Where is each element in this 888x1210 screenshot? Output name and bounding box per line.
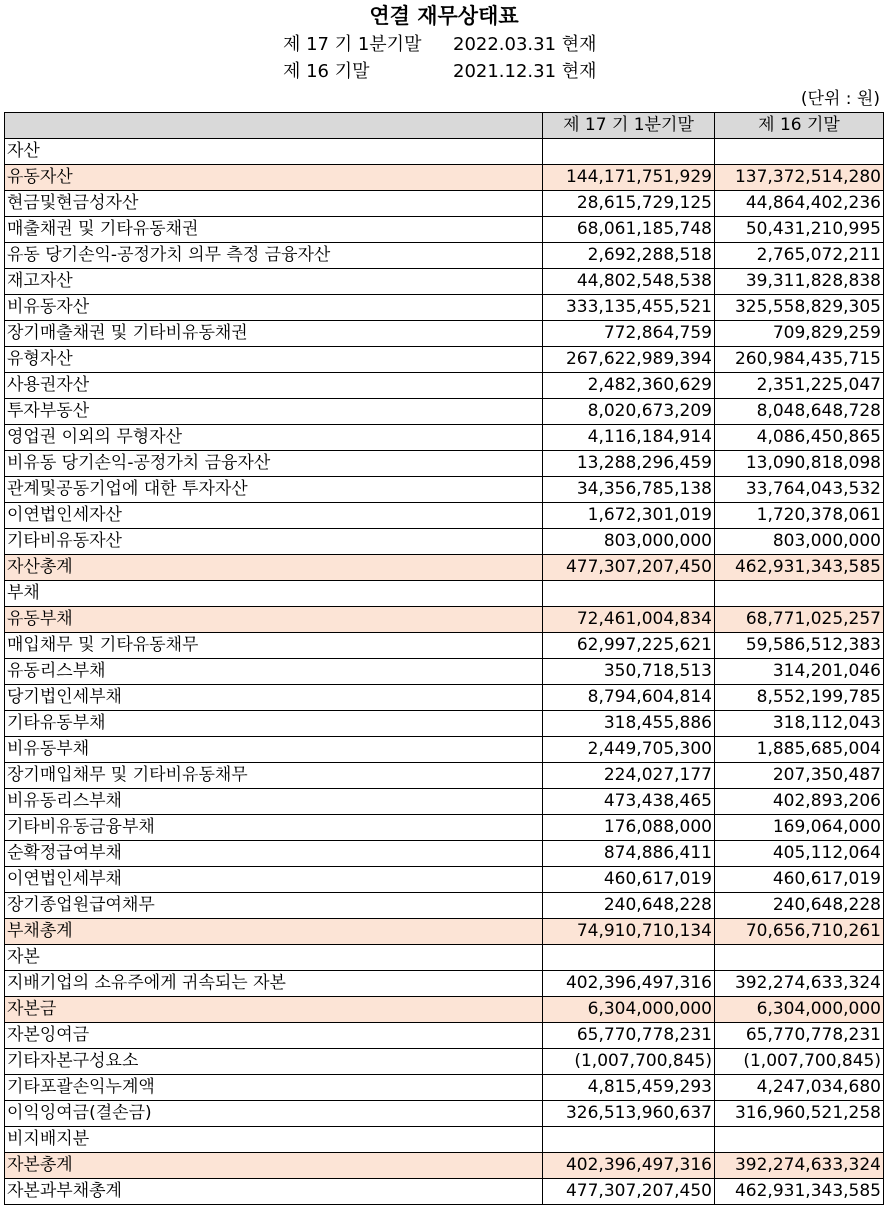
period-current-label: 제 17 기 1분기말 [283, 34, 422, 55]
row-label: 유동 당기손익-공정가치 의무 측정 금융자산 [5, 243, 543, 269]
row-value-current: 13,288,296,459 [543, 451, 715, 477]
table-row [5, 867, 884, 893]
table-row [5, 1101, 884, 1127]
unit-label: (단위 : 원) [800, 89, 880, 109]
period-current-date: 2022.03.31 현재 [453, 34, 597, 55]
row-value-current: 34,356,785,138 [543, 477, 715, 503]
row-value-current: 28,615,729,125 [543, 191, 715, 217]
table-row [5, 1075, 884, 1101]
period-prior-date: 2021.12.31 현재 [453, 61, 597, 82]
row-value-prior: 33,764,043,532 [715, 477, 884, 503]
row-label: 영업권 이외의 무형자산 [5, 425, 543, 451]
row-value-current: 4,815,459,293 [543, 1075, 715, 1101]
row-label: 비유동부채 [5, 737, 543, 763]
row-value-current: 803,000,000 [543, 529, 715, 555]
row-label: 이연법인세자산 [5, 503, 543, 529]
row-value-current: 2,449,705,300 [543, 737, 715, 763]
row-value-prior: 316,960,521,258 [715, 1101, 884, 1127]
row-value-current: 333,135,455,521 [543, 295, 715, 321]
row-value-prior: 325,558,829,305 [715, 295, 884, 321]
row-value-prior: 2,351,225,047 [715, 373, 884, 399]
row-label: 유동부채 [5, 607, 543, 633]
row-value-current [543, 945, 715, 971]
table-row [5, 997, 884, 1023]
row-value-prior: 169,064,000 [715, 815, 884, 841]
period-prior-label: 제 16 기말 [283, 61, 370, 82]
row-label: 기타비유동금융부채 [5, 815, 543, 841]
table-row [5, 1023, 884, 1049]
row-value-current: 65,770,778,231 [543, 1023, 715, 1049]
table-row [5, 971, 884, 997]
table-row [5, 659, 884, 685]
row-label: 투자부동산 [5, 399, 543, 425]
row-label: 현금및현금성자산 [5, 191, 543, 217]
table-body [5, 139, 884, 1205]
row-value-prior: 70,656,710,261 [715, 919, 884, 945]
row-label: 기타자본구성요소 [5, 1049, 543, 1075]
table-row [5, 685, 884, 711]
row-value-prior: 402,893,206 [715, 789, 884, 815]
row-label: 비유동 당기손익-공정가치 금융자산 [5, 451, 543, 477]
row-label: 장기종업원급여채무 [5, 893, 543, 919]
row-label: 자본금 [5, 997, 543, 1023]
table-row [5, 711, 884, 737]
header-prior-period: 제 16 기말 [715, 113, 884, 139]
table-row [5, 1179, 884, 1205]
table-row [5, 529, 884, 555]
table-row [5, 737, 884, 763]
table-row [5, 581, 884, 607]
table-row [5, 919, 884, 945]
table-row [5, 139, 884, 165]
row-value-prior: 13,090,818,098 [715, 451, 884, 477]
table-row [5, 399, 884, 425]
row-value-prior: 4,086,450,865 [715, 425, 884, 451]
row-label: 자본과부채총계 [5, 1179, 543, 1205]
row-value-current: 8,794,604,814 [543, 685, 715, 711]
row-value-prior: 709,829,259 [715, 321, 884, 347]
table-row [5, 633, 884, 659]
table-row [5, 191, 884, 217]
row-value-current: (1,007,700,845) [543, 1049, 715, 1075]
row-label: 자본잉여금 [5, 1023, 543, 1049]
table-row [5, 425, 884, 451]
table-row [5, 347, 884, 373]
row-label: 기타포괄손익누계액 [5, 1075, 543, 1101]
row-value-prior: 460,617,019 [715, 867, 884, 893]
row-value-prior: 803,000,000 [715, 529, 884, 555]
row-label: 비유동리스부채 [5, 789, 543, 815]
row-value-current: 72,461,004,834 [543, 607, 715, 633]
row-value-current [543, 581, 715, 607]
row-value-current: 44,802,548,538 [543, 269, 715, 295]
row-value-current: 6,304,000,000 [543, 997, 715, 1023]
row-value-prior: 4,247,034,680 [715, 1075, 884, 1101]
table-row [5, 269, 884, 295]
row-value-current: 473,438,465 [543, 789, 715, 815]
row-value-current: 62,997,225,621 [543, 633, 715, 659]
row-value-prior [715, 945, 884, 971]
row-label: 기타유동부채 [5, 711, 543, 737]
row-value-current: 402,396,497,316 [543, 1153, 715, 1179]
table-row [5, 295, 884, 321]
row-value-current [543, 1127, 715, 1153]
row-value-current: 874,886,411 [543, 841, 715, 867]
row-label: 자산총계 [5, 555, 543, 581]
table-row [5, 763, 884, 789]
row-value-current: 267,622,989,394 [543, 347, 715, 373]
row-value-prior: 65,770,778,231 [715, 1023, 884, 1049]
row-value-current: 224,027,177 [543, 763, 715, 789]
statement-title: 연결 재무상태표 [369, 4, 519, 28]
row-value-prior: 1,720,378,061 [715, 503, 884, 529]
row-value-current: 350,718,513 [543, 659, 715, 685]
table-row [5, 217, 884, 243]
row-value-prior: 240,648,228 [715, 893, 884, 919]
row-value-prior: 392,274,633,324 [715, 971, 884, 997]
row-value-prior: 137,372,514,280 [715, 165, 884, 191]
row-value-current: 477,307,207,450 [543, 555, 715, 581]
row-value-current: 772,864,759 [543, 321, 715, 347]
table-row [5, 607, 884, 633]
row-label: 부채 [5, 581, 543, 607]
table-row [5, 1127, 884, 1153]
row-value-prior [715, 581, 884, 607]
row-value-prior: 6,304,000,000 [715, 997, 884, 1023]
row-value-prior: 318,112,043 [715, 711, 884, 737]
row-label: 매입채무 및 기타유동채무 [5, 633, 543, 659]
row-value-prior [715, 1127, 884, 1153]
table-row [5, 451, 884, 477]
table-row [5, 321, 884, 347]
table-row [5, 477, 884, 503]
row-label: 기타비유동자산 [5, 529, 543, 555]
row-label: 유형자산 [5, 347, 543, 373]
row-value-prior [715, 139, 884, 165]
row-value-current: 74,910,710,134 [543, 919, 715, 945]
row-value-prior: (1,007,700,845) [715, 1049, 884, 1075]
table-row [5, 893, 884, 919]
row-value-prior: 44,864,402,236 [715, 191, 884, 217]
row-value-current: 68,061,185,748 [543, 217, 715, 243]
period-current [283, 33, 597, 57]
table-row [5, 789, 884, 815]
table-row [5, 555, 884, 581]
row-value-current: 1,672,301,019 [543, 503, 715, 529]
financial-position-table [4, 112, 884, 1205]
row-value-current: 402,396,497,316 [543, 971, 715, 997]
row-label: 유동리스부채 [5, 659, 543, 685]
table-row [5, 165, 884, 191]
row-value-current: 318,455,886 [543, 711, 715, 737]
row-label: 비유동자산 [5, 295, 543, 321]
row-value-prior: 8,048,648,728 [715, 399, 884, 425]
row-value-prior: 50,431,210,995 [715, 217, 884, 243]
row-label: 이익잉여금(결손금) [5, 1101, 543, 1127]
header-blank-cell [5, 113, 543, 139]
row-value-prior: 59,586,512,383 [715, 633, 884, 659]
row-value-prior: 405,112,064 [715, 841, 884, 867]
row-value-current: 2,482,360,629 [543, 373, 715, 399]
row-label: 사용권자산 [5, 373, 543, 399]
row-label: 비지배지분 [5, 1127, 543, 1153]
row-value-current: 176,088,000 [543, 815, 715, 841]
row-value-prior: 392,274,633,324 [715, 1153, 884, 1179]
row-value-current: 240,648,228 [543, 893, 715, 919]
row-value-prior: 207,350,487 [715, 763, 884, 789]
row-value-prior: 462,931,343,585 [715, 1179, 884, 1205]
row-label: 매출채권 및 기타유동채권 [5, 217, 543, 243]
row-value-current [543, 139, 715, 165]
table-row [5, 1153, 884, 1179]
row-label: 자본 [5, 945, 543, 971]
row-value-current: 477,307,207,450 [543, 1179, 715, 1205]
table-row [5, 503, 884, 529]
row-label: 관계및공동기업에 대한 투자자산 [5, 477, 543, 503]
row-label: 부채총계 [5, 919, 543, 945]
row-label: 지배기업의 소유주에게 귀속되는 자본 [5, 971, 543, 997]
table-row [5, 841, 884, 867]
table-row [5, 945, 884, 971]
row-label: 장기매입채무 및 기타비유동채무 [5, 763, 543, 789]
table-row [5, 815, 884, 841]
table-header-row [5, 113, 884, 139]
row-label: 순확정급여부채 [5, 841, 543, 867]
header-current-period: 제 17 기 1분기말 [543, 113, 715, 139]
row-label: 자산 [5, 139, 543, 165]
row-value-current: 326,513,960,637 [543, 1101, 715, 1127]
row-value-prior: 68,771,025,257 [715, 607, 884, 633]
row-label: 장기매출채권 및 기타비유동채권 [5, 321, 543, 347]
row-value-current: 460,617,019 [543, 867, 715, 893]
row-value-prior: 2,765,072,211 [715, 243, 884, 269]
row-label: 유동자산 [5, 165, 543, 191]
row-value-current: 2,692,288,518 [543, 243, 715, 269]
period-prior [283, 60, 597, 84]
row-value-prior: 462,931,343,585 [715, 555, 884, 581]
table-row [5, 373, 884, 399]
row-label: 이연법인세부채 [5, 867, 543, 893]
row-label: 당기법인세부채 [5, 685, 543, 711]
table-row [5, 243, 884, 269]
table-row [5, 1049, 884, 1075]
row-value-prior: 1,885,685,004 [715, 737, 884, 763]
row-value-prior: 260,984,435,715 [715, 347, 884, 373]
row-value-current: 144,171,751,929 [543, 165, 715, 191]
row-value-prior: 8,552,199,785 [715, 685, 884, 711]
row-value-prior: 39,311,828,838 [715, 269, 884, 295]
row-value-prior: 314,201,046 [715, 659, 884, 685]
row-label: 재고자산 [5, 269, 543, 295]
row-label: 자본총계 [5, 1153, 543, 1179]
row-value-current: 8,020,673,209 [543, 399, 715, 425]
row-value-current: 4,116,184,914 [543, 425, 715, 451]
